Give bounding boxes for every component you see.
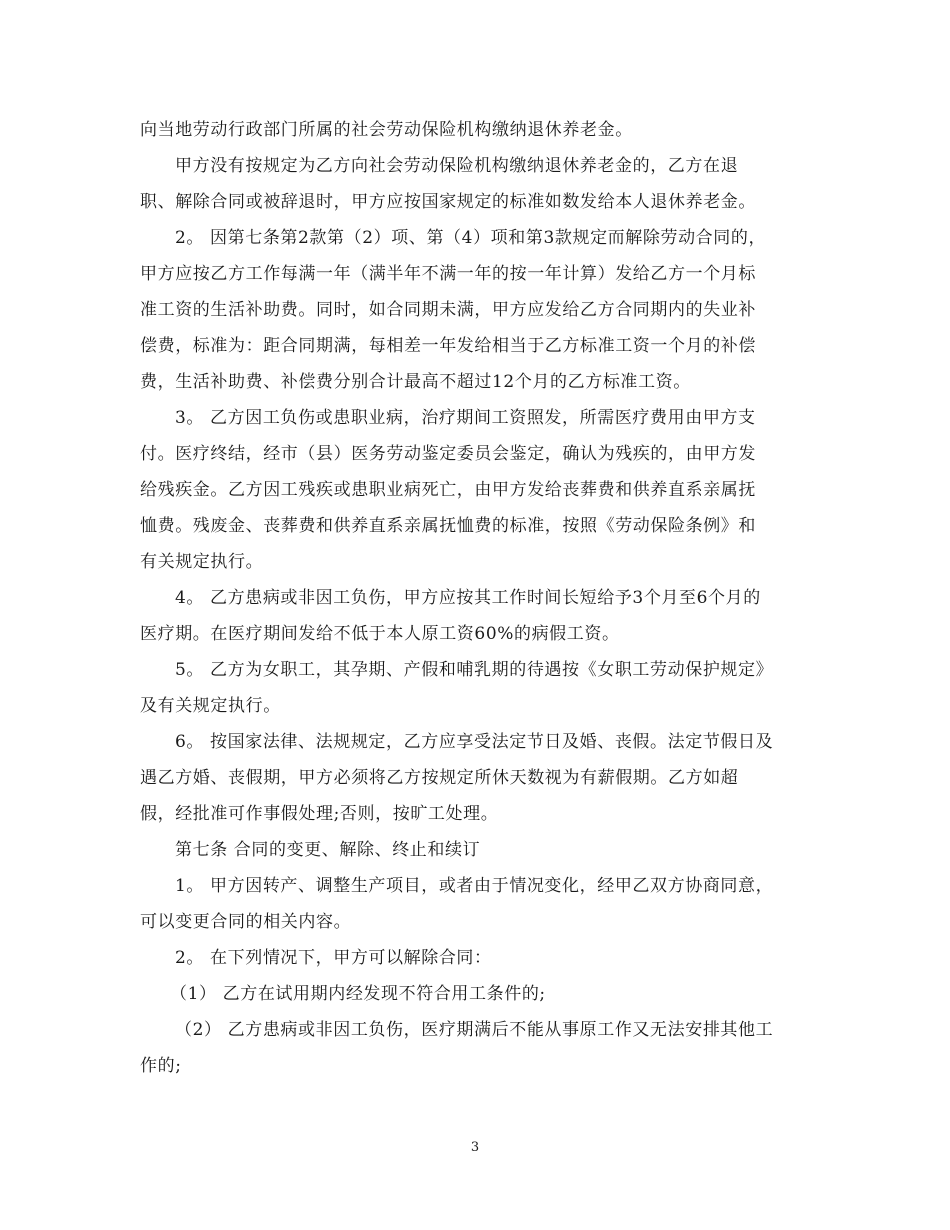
text-line: 4。 乙方患病或非因工负伤，甲方应按其工作时间长短给予3个月至6个月的 xyxy=(175,588,761,608)
text-line: 5。 乙方为女职工，其孕期、产假和哺乳期的待遇按《女职工劳动保护规定》 xyxy=(175,660,774,680)
text-line: 有关规定执行。 xyxy=(140,552,264,572)
text-line: 6。 按国家法律、法规规定，乙方应享受法定节日及婚、丧假。法定节假日及 xyxy=(175,732,774,752)
page-number: 3 xyxy=(470,1140,480,1155)
text-line: 职、解除合同或被辞退时，甲方应按国家规定的标准如数发给本人退休养老金。 xyxy=(140,192,756,212)
text-line: 给残疾金。乙方因工残疾或患职业病死亡，由甲方发给丧葬费和供养直系亲属抚 xyxy=(140,480,756,500)
text-line: （1） 乙方在试用期内经发现不符合用工条件的; xyxy=(170,984,546,1004)
text-line: 遇乙方婚、丧假期，甲方必须将乙方按规定所休天数视为有薪假期。乙方如超 xyxy=(140,768,739,788)
text-line: 及有关规定执行。 xyxy=(140,696,281,716)
text-line: 1。 甲方因转产、调整生产项目，或者由于情况变化，经甲乙双方协商同意， xyxy=(175,876,774,896)
text-line: 3。 乙方因工负伤或患职业病，治疗期间工资照发，所需医疗费用由甲方支 xyxy=(175,408,756,428)
text-line: 甲方没有按规定为乙方向社会劳动保险机构缴纳退休养老金的，乙方在退 xyxy=(175,156,739,176)
section-heading: 第七条 合同的变更、解除、终止和续订 xyxy=(175,840,481,860)
text-line: 2。 在下列情况下，甲方可以解除合同： xyxy=(175,948,492,968)
text-line: 偿费，标准为：距合同期满，每相差一年发给相当于乙方标准工资一个月的补偿 xyxy=(140,336,756,356)
text-line: 准工资的生活补助费。同时，如合同期未满，甲方应发给乙方合同期内的失业补 xyxy=(140,300,756,320)
text-line: 费，生活补助费、补偿费分别合计最高不超过12个月的乙方标准工资。 xyxy=(140,372,691,392)
text-line: 付。医疗终结，经市（县）医务劳动鉴定委员会鉴定，确认为残疾的，由甲方发 xyxy=(140,444,756,464)
text-line: （2） 乙方患病或非因工负伤，医疗期满后不能从事原工作又无法安排其他工 xyxy=(175,1020,774,1040)
text-line: 2。 因第七条第2款第（2）项、第（4）项和第3款规定而解除劳动合同的， xyxy=(175,228,767,248)
text-line: 医疗期。在医疗期间发给不低于本人原工资60%的病假工资。 xyxy=(140,624,620,644)
text-line: 甲方应按乙方工作每满一年（满半年不满一年的按一年计算）发给乙方一个月标 xyxy=(140,264,756,284)
text-line: 恤费。残废金、丧葬费和供养直系亲属抚恤费的标准，按照《劳动保险条例》和 xyxy=(140,516,756,536)
text-line: 可以变更合同的相关内容。 xyxy=(140,912,352,932)
text-line: 作的; xyxy=(140,1056,182,1076)
text-line: 向当地劳动行政部门所属的社会劳动保险机构缴纳退休养老金。 xyxy=(140,120,633,140)
text-line: 假，经批准可作事假处理;否则，按旷工处理。 xyxy=(140,804,499,824)
